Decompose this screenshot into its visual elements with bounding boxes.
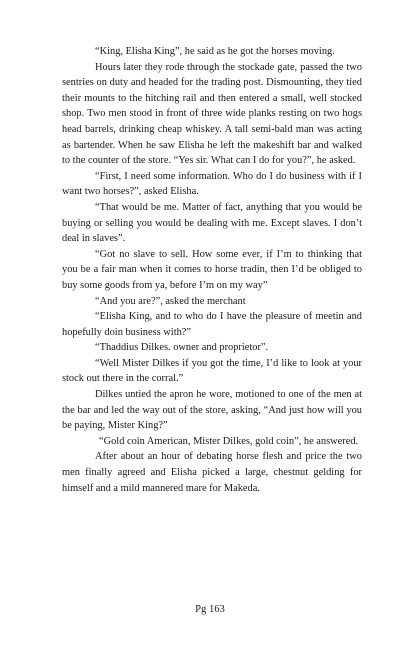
paragraph: “Well Mister Dilkes if you got the time, I’d like to look at your stock out there in the corral.”: [62, 357, 362, 385]
paragraph: “Got no slave to sell. How some ever, if I’m to thinking that you be a fair man when it comes to horse tradin, then I’d be obliged to buy some goods from ya, before I’m on my way”: [62, 248, 362, 291]
paragraph: “That would be me. Matter of fact, anything that you would be buying or selling you would be dealing with me. Except slaves. I don’t deal in slaves”.: [62, 201, 362, 245]
paragraph: “Elisha King, and to who do I have the pleasure of meetin and hopefully doin business with?”: [62, 311, 362, 338]
paragraph: After about an hour of debating horse flesh and price the two men finally agreed and Elisha picked a large, chestnut gelding for himself and a mild mannered mare for Makeda.: [62, 451, 362, 494]
page-body: [62, 44, 362, 496]
paragraph: “King, Elisha King”, he said as he got the horses moving.: [95, 46, 335, 57]
page-number: Pg 163: [195, 604, 225, 615]
paragraph: “Gold coin American, Mister Dilkes, gold coin”, he answered.: [99, 435, 359, 447]
paragraph: “And you are?”, asked the merchant: [95, 295, 246, 307]
paragraph: Hours later they rode through the stockade gate, passed the two sentries on duty and headed for the trading post. Dismounting, they tied their mounts to the hitching rail and then entered a small, well stocked shop. Two men stood in front of three wide planks resting on two hogs head barrels, drinking cheap whiskey. A tall semi-bald man was acting as bartender. When he saw Elisha he left the makeshift bar and walked to the counter of the store. “Yes sir. What can I do for you?”, he asked.: [62, 61, 362, 167]
paragraph: “Thaddius Dilkes. owner and proprietor”.: [95, 342, 269, 354]
paragraph: “First, I need some information. Who do I do business with if I want two horses?”, asked Elisha.: [62, 170, 362, 198]
paragraph: Dilkes untied the apron he wore, motioned to one of the men at the bar and led the way out of the store, asking, “And just how will you be paying, Mister King?”: [62, 389, 362, 432]
